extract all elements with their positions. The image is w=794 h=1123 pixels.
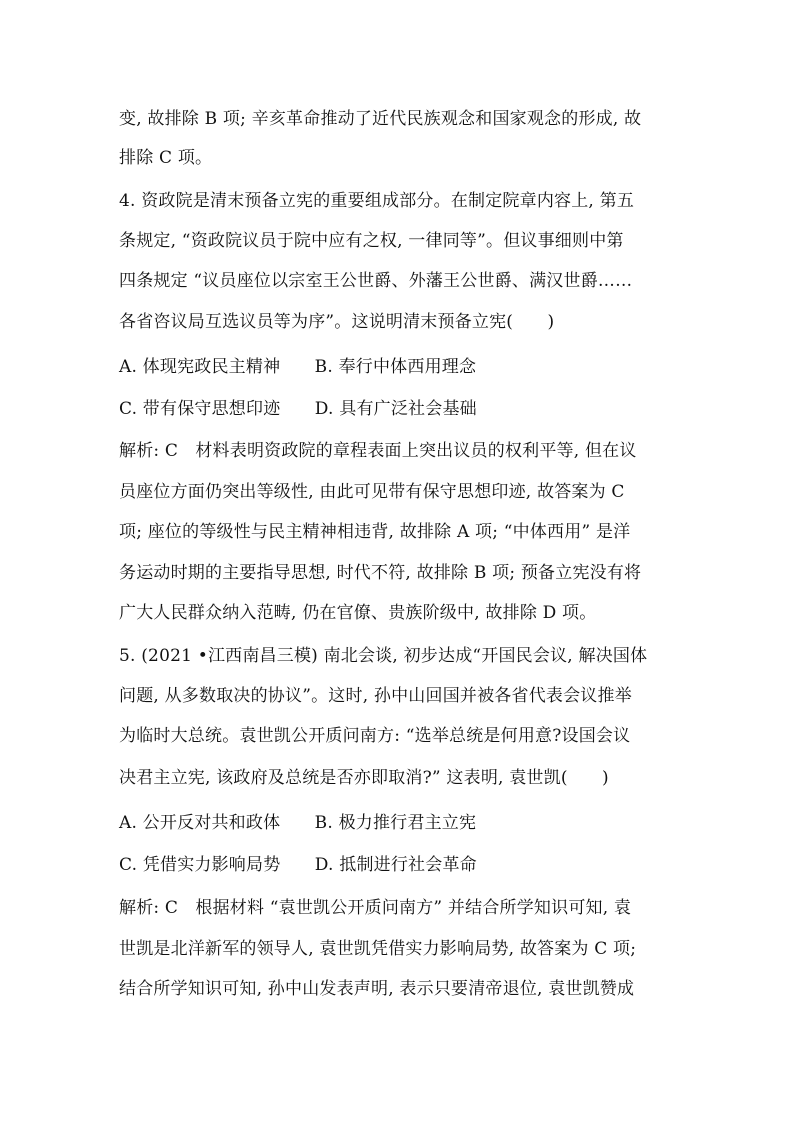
text-line: 条规定, “资政院议员于院中应有之权, 一律同等”。但议事细则中第 — [119, 231, 624, 251]
text-line: 变, 故排除 B 项; 辛亥革命推动了近代民族观念和国家观念的形成, 故 — [119, 109, 642, 129]
option-line: A. 公开反对共和政体 B. 极力推行君主立宪 — [119, 813, 477, 833]
text-line: 四条规定 “议员座位以宗室王公世爵、外藩王公世爵、满汉世爵…… — [119, 271, 633, 291]
text-line: 员座位方面仍突出等级性, 由此可见带有保守思想印迹, 故答案为 C — [119, 482, 625, 502]
text-line: 决君主立宪, 该政府及总统是否亦即取消?” 这表明, 袁世凯( ) — [119, 768, 609, 788]
text-line: 问题, 从多数取决的协议”。这时, 孙中山回国并被各省代表会议推举 — [119, 686, 632, 706]
text-line: 结合所学知识可知, 孙中山发表声明, 表示只要清帝退位, 袁世凯赞成 — [119, 979, 635, 999]
analysis-text: 解析: C 材料表明资政院的章程表面上突出议员的权利平等, 但在议 — [119, 441, 637, 461]
option-line: C. 凭借实力影响局势 D. 抵制进行社会革命 — [119, 855, 477, 875]
text-line: 排除 C 项。 — [119, 148, 213, 168]
text-line: 世凯是北洋新军的领导人, 袁世凯凭借实力影响局势, 故答案为 C 项; — [119, 939, 637, 959]
text-line: 务运动时期的主要指导思想, 时代不符, 故排除 B 项; 预备立宪没有将 — [119, 563, 642, 583]
text-line: 项; 座位的等级性与民主精神相违背, 故排除 A 项; “中体西用” 是洋 — [119, 522, 631, 542]
text-line: 广大人民群众纳入范畴, 仍在官僚、贵族阶级中, 故排除 D 项。 — [119, 603, 597, 623]
text-line: 各省咨议局互选议员等为序”。这说明清末预备立宪( ) — [119, 312, 555, 332]
option-line: A. 体现宪政民主精神 B. 奉行中体西用理念 — [119, 357, 477, 377]
option-line: C. 带有保守思想印迹 D. 具有广泛社会基础 — [119, 399, 477, 419]
text-line: 为临时大总统。袁世凯公开质问南方: “选举总统是何用意?设国会议 — [119, 726, 631, 746]
analysis-text: 解析: C 根据材料 “袁世凯公开质问南方” 并结合所学知识可知, 袁 — [119, 898, 632, 918]
question-4-stem: 4. 资政院是清末预备立宪的重要组成部分。在制定院章内容上, 第五 — [119, 191, 635, 211]
question-5-stem: 5. (2021 •江西南昌三模) 南北会谈, 初步达成“开国民会议, 解决国体 — [119, 646, 648, 666]
